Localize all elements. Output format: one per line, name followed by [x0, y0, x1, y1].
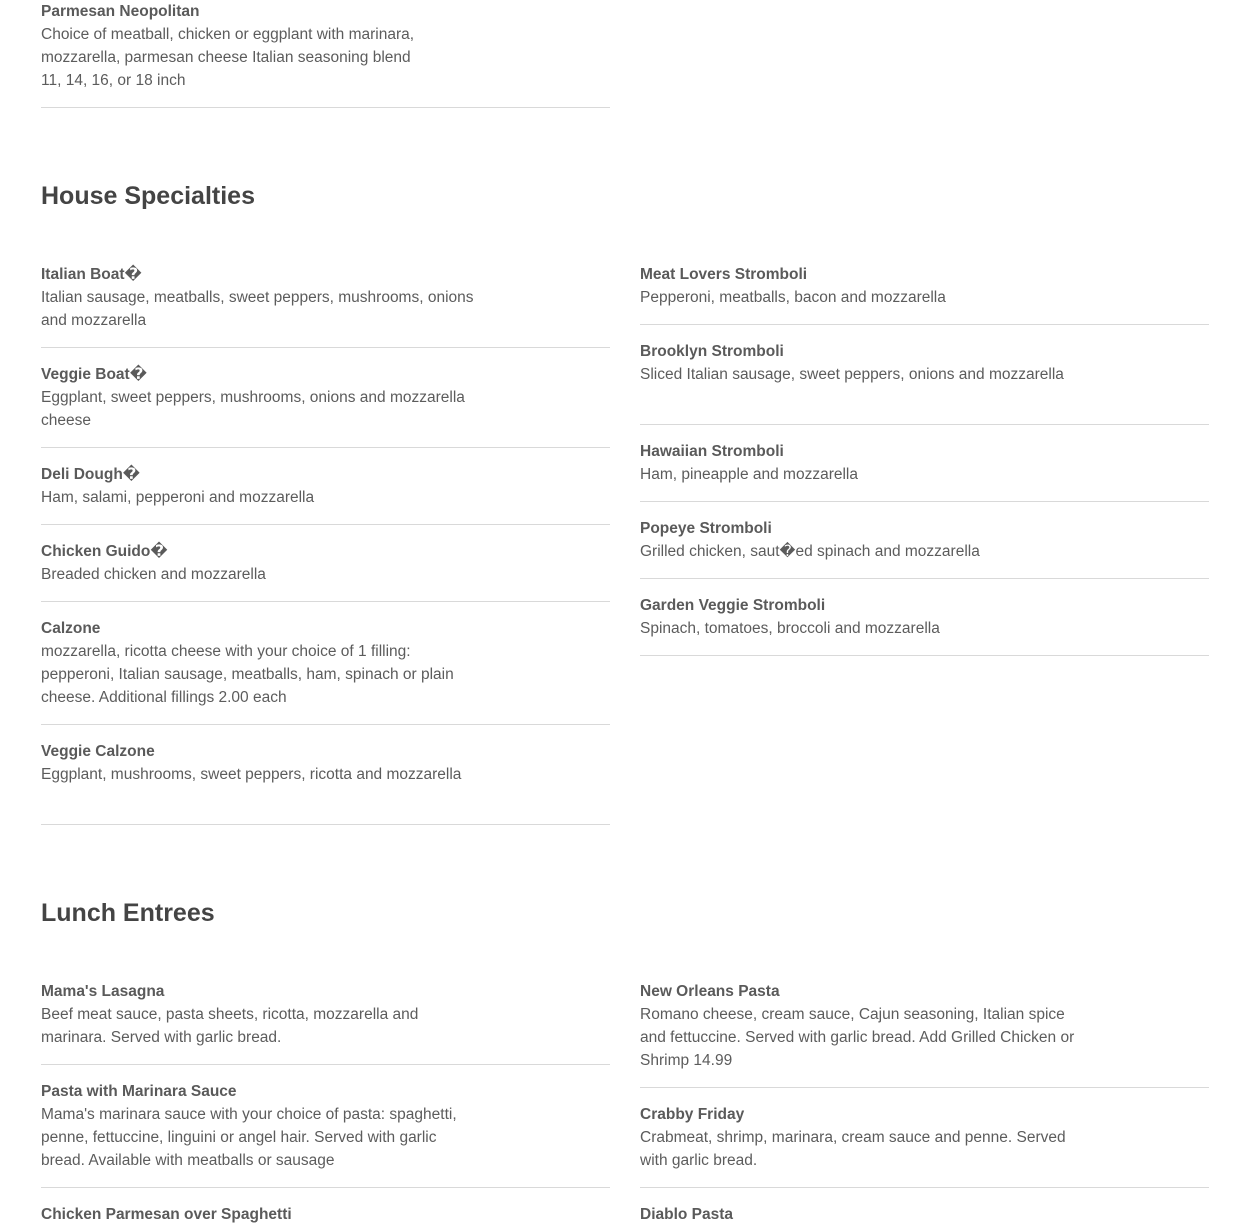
menu-item-desc: Pepperoni, meatballs, bacon and mozzarella	[640, 289, 946, 306]
menu-item	[41, 363, 610, 448]
menu-item-desc: mozzarella, ricotta cheese with your choice of 1 filling: pepperoni, Italian sausage, meatballs, ham, spinach or plain cheese. Additional fillings 2.00 each	[41, 643, 454, 706]
menu-item-desc: Grilled chicken, saut�ed spinach and mozzarella	[640, 543, 980, 560]
menu-item	[41, 263, 610, 348]
menu-item	[640, 594, 1209, 656]
menu-item-name: Hawaiian Stromboli	[640, 443, 784, 460]
menu-item-name: Crabby Friday	[640, 1106, 745, 1123]
menu-item-name: Chicken Guido�	[41, 543, 168, 560]
menu-item-parmesan-neopolitan	[41, 0, 610, 108]
menu-item-name: Veggie Boat�	[41, 366, 147, 383]
menu-item-desc: Beef meat sauce, pasta sheets, ricotta, mozzarella and marinara. Served with garlic bread.	[41, 1006, 419, 1046]
menu-item	[640, 263, 1209, 325]
menu-item	[41, 1203, 610, 1226]
menu-item	[640, 517, 1209, 579]
menu-item-desc: Breaded chicken and mozzarella	[41, 566, 266, 583]
menu-item-name: Brooklyn Stromboli	[640, 343, 784, 360]
menu-item-name: Veggie Calzone	[41, 743, 155, 760]
menu-item-desc: Ham, pineapple and mozzarella	[640, 466, 858, 483]
menu-item	[640, 340, 1209, 425]
menu-item-desc: Eggplant, sweet peppers, mushrooms, onions and mozzarella cheese	[41, 389, 465, 429]
menu-item	[41, 617, 610, 725]
menu-item	[41, 463, 610, 525]
menu-item-name: Diablo Pasta	[640, 1206, 734, 1223]
menu-item-desc: Ham, salami, pepperoni and mozzarella	[41, 489, 315, 506]
menu-item	[640, 440, 1209, 502]
menu-item-name: Popeye Stromboli	[640, 520, 772, 537]
menu-item-desc: Eggplant, mushrooms, sweet peppers, ricotta and mozzarella	[41, 766, 462, 783]
menu-item-name: Parmesan Neopolitan	[41, 3, 200, 20]
menu-item-name: Deli Dough�	[41, 466, 141, 483]
menu-item	[41, 1080, 610, 1188]
menu-item	[41, 540, 610, 602]
menu-item-name: Pasta with Marinara Sauce	[41, 1083, 237, 1100]
section-title-house-specialties: House Specialties	[41, 182, 255, 210]
menu-item-name: Mama's Lasagna	[41, 983, 165, 1000]
menu-item-name: New Orleans Pasta	[640, 983, 780, 1000]
menu-item-desc: Choice of meatball, chicken or eggplant with marinara, mozzarella, parmesan cheese Italian seasoning blend	[41, 26, 415, 66]
menu-item	[41, 740, 610, 825]
menu-item-desc: Sliced Italian sausage, sweet peppers, onions and mozzarella	[640, 366, 1064, 383]
menu-item	[640, 1103, 1209, 1188]
menu-item-name: Garden Veggie Stromboli	[640, 597, 826, 614]
section-title-lunch-entrees: Lunch Entrees	[41, 899, 215, 927]
menu-item	[640, 1203, 1209, 1226]
menu-item	[640, 980, 1209, 1088]
menu-item-name: Calzone	[41, 620, 101, 637]
menu-item-desc: Italian sausage, meatballs, sweet peppers, mushrooms, onions and mozzarella	[41, 289, 474, 329]
menu-item-name: Chicken Parmesan over Spaghetti	[41, 1206, 292, 1223]
menu-item	[41, 980, 610, 1065]
menu-item-desc: Romano cheese, cream sauce, Cajun seasoning, Italian spice and fettuccine. Served with garlic bread. Add Grilled Chicken or Shrimp 14.99	[640, 1006, 1075, 1069]
menu-item-desc: Crabmeat, shrimp, marinara, cream sauce and penne. Served with garlic bread.	[640, 1129, 1066, 1169]
menu-item-desc: Mama's marinara sauce with your choice of pasta: spaghetti, penne, fettuccine, linguini or angel hair. Served with garlic bread. Available with meatballs or sausage	[41, 1106, 457, 1169]
menu-item-sizes: 11, 14, 16, or 18 inch	[41, 72, 186, 89]
menu-item-name: Italian Boat�	[41, 266, 142, 283]
menu-item-desc: Spinach, tomatoes, broccoli and mozzarella	[640, 620, 940, 637]
menu-item-name: Meat Lovers Stromboli	[640, 266, 808, 283]
